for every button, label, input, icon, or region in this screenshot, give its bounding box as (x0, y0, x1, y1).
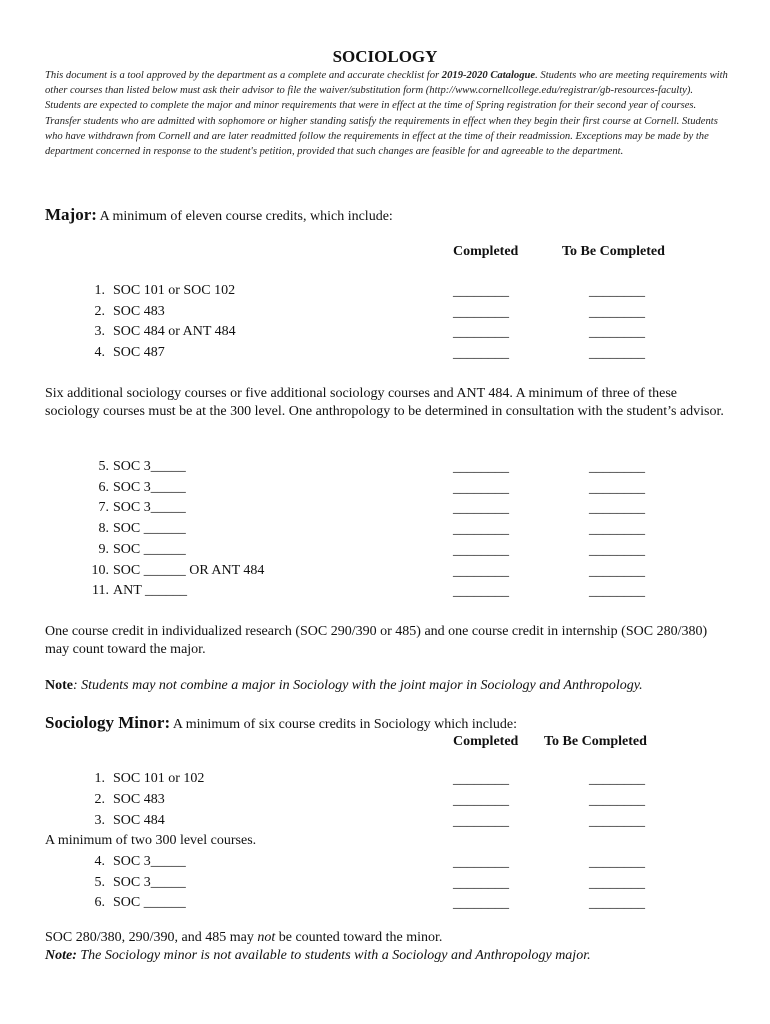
minor-300-level-note: A minimum of two 300 level courses. (45, 833, 257, 848)
to-be-completed-blank[interactable]: ________ (589, 793, 645, 808)
course-label: SOC 3_____ (113, 854, 186, 869)
to-be-completed-blank[interactable]: ________ (589, 855, 645, 870)
page-title: SOCIOLOGY (332, 47, 438, 66)
to-be-completed-blank[interactable]: ________ (589, 563, 645, 579)
item-number: 3. (94, 324, 105, 339)
completed-blank[interactable]: ________ (453, 542, 509, 558)
completed-blank[interactable]: ________ (453, 772, 509, 787)
minor-footer-not: not (257, 930, 276, 945)
to-be-completed-blank[interactable]: ________ (589, 584, 645, 600)
catalogue-year: 2019-2020 Catalogue (441, 70, 536, 81)
major-heading-label: Major: (45, 205, 97, 224)
course-label: SOC ______ (113, 895, 186, 910)
item-number: 10. (91, 562, 109, 578)
minor-heading-label: Sociology Minor: (45, 713, 171, 732)
to-be-completed-blank[interactable]: ________ (589, 501, 645, 517)
completed-blank[interactable]: ________ (453, 563, 509, 579)
course-label: SOC ______ OR ANT 484 (113, 562, 265, 578)
to-be-completed-blank[interactable]: ________ (589, 460, 645, 475)
intro-paragraph (45, 68, 730, 159)
item-number: 6. (98, 479, 109, 495)
item-number: 1. (94, 771, 105, 786)
course-label: SOC 487 (113, 344, 165, 360)
to-be-completed-blank[interactable]: ________ (589, 772, 645, 787)
completed-blank[interactable]: ________ (453, 896, 509, 911)
item-number: 5. (98, 459, 109, 474)
item-number: 2. (94, 303, 105, 319)
to-be-completed-blank[interactable]: ________ (589, 542, 645, 558)
to-be-completed-blank[interactable]: ________ (589, 875, 645, 891)
completed-blank[interactable]: ________ (453, 875, 509, 891)
item-number: 1. (94, 283, 105, 298)
course-label: SOC 3_____ (113, 874, 186, 890)
minor-note (45, 947, 725, 965)
completed-blank[interactable]: ________ (453, 855, 509, 870)
completed-blank[interactable]: ________ (453, 501, 509, 517)
item-number: 9. (98, 541, 109, 557)
completed-blank[interactable]: ________ (453, 793, 509, 808)
major-elective-paragraph: Six additional sociology courses or five additional sociology courses and ANT 484. A minimum of three of these sociology courses must be at the 300 level. One anthropology to be determined in consultation with the student’s advisor. (45, 386, 724, 419)
item-number: 8. (98, 521, 109, 537)
minor-heading (45, 713, 517, 733)
to-be-completed-blank[interactable]: ________ (589, 284, 645, 299)
course-label: SOC 484 (113, 813, 165, 828)
to-be-completed-blank[interactable]: ________ (589, 480, 645, 496)
to-be-completed-blank[interactable]: ________ (589, 304, 645, 320)
course-label: SOC 101 or SOC 102 (113, 283, 236, 298)
minor-col-to-be-completed: To Be Completed (544, 734, 647, 749)
completed-blank[interactable]: ________ (453, 304, 509, 320)
major-credit-paragraph: One course credit in individualized research (SOC 290/390 or 485) and one course credit in internship (SOC 280/380) may count toward the major. (45, 624, 708, 657)
minor-footer-post: be counted toward the minor. (275, 930, 443, 945)
course-label: SOC 101 or 102 (113, 771, 205, 786)
minor-col-completed: Completed (453, 734, 519, 749)
completed-blank[interactable]: ________ (453, 345, 509, 361)
major-col-completed: Completed (453, 244, 519, 259)
minor-note-text: The Sociology minor is not available to students with a Sociology and Anthropology major. (76, 948, 591, 963)
minor-note-label: Note: (45, 948, 77, 963)
to-be-completed-blank[interactable]: ________ (589, 896, 645, 911)
course-label: SOC 3_____ (113, 500, 186, 516)
item-number: 4. (94, 344, 105, 360)
course-label: SOC 484 or ANT 484 (113, 324, 236, 339)
item-number: 4. (94, 854, 105, 869)
major-col-to-be-completed: To Be Completed (562, 244, 665, 259)
completed-blank[interactable]: ________ (453, 584, 509, 600)
intro-text-pre: This document is a tool approved by the department as a complete and accurate checklist for (45, 70, 442, 81)
completed-blank[interactable]: ________ (453, 460, 509, 475)
minor-footer-pre: SOC 280/380, 290/390, and 485 may (45, 930, 258, 945)
to-be-completed-blank[interactable]: ________ (589, 522, 645, 538)
course-label: SOC ______ (113, 541, 186, 557)
major-heading (45, 205, 393, 225)
item-number: 2. (94, 792, 105, 807)
item-number: 6. (94, 895, 105, 910)
to-be-completed-blank[interactable]: ________ (589, 325, 645, 340)
major-note-text: : Students may not combine a major in Sociology with the joint major in Sociology and Anthropology. (73, 678, 643, 693)
item-number: 7. (98, 500, 109, 516)
completed-blank[interactable]: ________ (453, 325, 509, 340)
item-number: 11. (92, 583, 109, 599)
minor-heading-text: A minimum of six course credits in Sociology which include: (170, 717, 517, 732)
completed-blank[interactable]: ________ (453, 284, 509, 299)
intro-text-post: . Students who are meeting requirements with other courses than listed below must ask their advisor to file the waiver/substitution form (http://www.cornellcollege.edu/registrar/gb-resources-faculty). Students are expected to complete the major and minor requirements that were in effect at the time of Spring registration for their second year of courses. Transfer students who are admitted with sophomore or higher standing satisfy the requirements in effect when they begin their first course at Cornell. Students who have withdrawn from Cornell and are later readmitted follow the requirements in effect at the time of their readmission. Exceptions may be made by the department concerned in response to the student's petition, provided that such changes are feasible for and agreeable to the department. (45, 70, 728, 158)
completed-blank[interactable]: ________ (453, 522, 509, 538)
course-label: SOC ______ (113, 521, 186, 537)
course-label: SOC 483 (113, 792, 165, 807)
completed-blank[interactable]: ________ (453, 814, 509, 829)
major-heading-text: A minimum of eleven course credits, which include: (96, 209, 393, 224)
to-be-completed-blank[interactable]: ________ (589, 814, 645, 829)
course-label: SOC 483 (113, 303, 165, 319)
minor-footer (45, 929, 725, 947)
completed-blank[interactable]: ________ (453, 480, 509, 496)
course-label: ANT ______ (113, 583, 188, 599)
item-number: 3. (94, 813, 105, 828)
major-note-label: Note (45, 678, 73, 693)
course-label: SOC 3_____ (113, 479, 186, 495)
course-label: SOC 3_____ (113, 459, 186, 474)
to-be-completed-blank[interactable]: ________ (589, 345, 645, 361)
major-note (45, 677, 725, 695)
item-number: 5. (94, 874, 105, 890)
